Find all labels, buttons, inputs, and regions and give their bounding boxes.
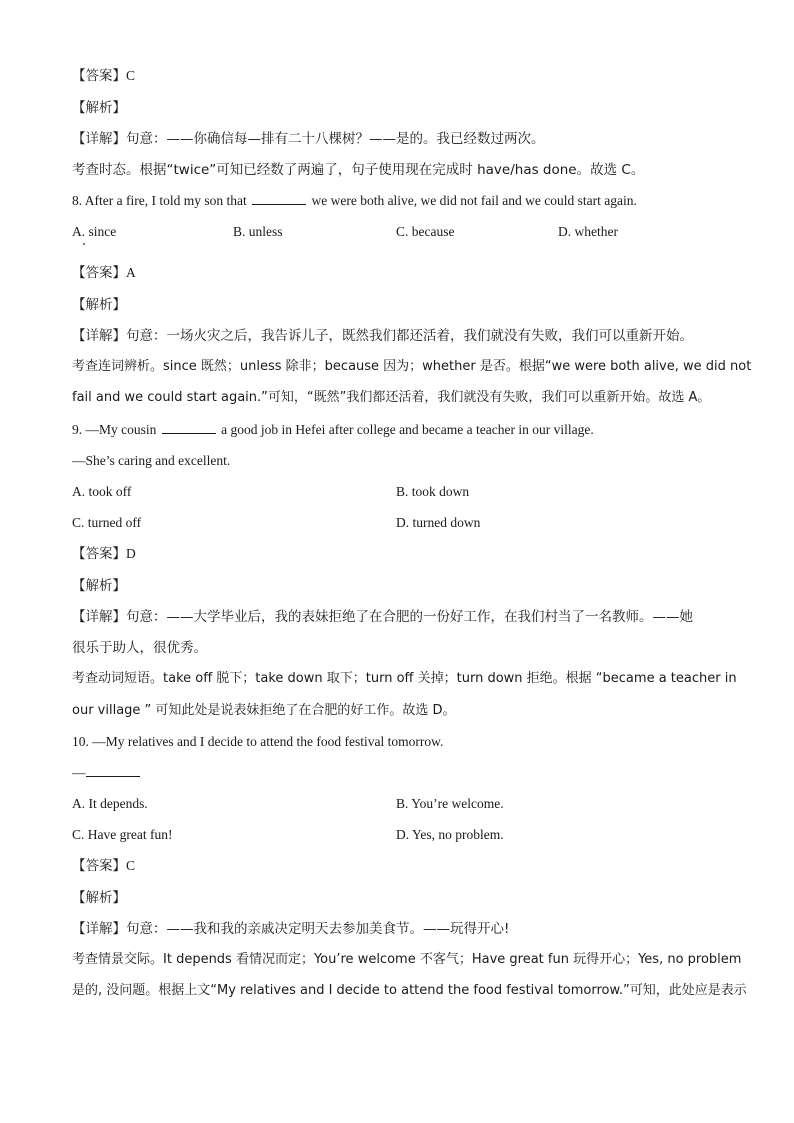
answer-value: D (126, 546, 136, 561)
q8-exam-line-2: fail and we could start again.”可知，“既然”我们都还活着，我们就没有失败，我们可以重新开始。故选 A。 (72, 390, 711, 405)
q10-analysis-tag (72, 889, 126, 907)
detail-tag: 【详解】 (72, 328, 126, 344)
q7-exam-text: 考查时态。根据“twice”可知已经数了两遍了，句子使用现在完成时 have/has done。故选 C。 (72, 162, 645, 178)
q9-detail-line-2: 很乐于助人，很优秀。 (72, 640, 207, 656)
answer-value: C (126, 68, 136, 83)
q10-exam-line-2: 是的, 没问题。根据上文“My relatives and I decide to attend the food festival tomorrow.”可知，此处应是表示 (72, 983, 747, 998)
q9-option-d: D. turned down (396, 515, 481, 530)
analysis-tag: 【解析】 (72, 578, 126, 594)
q7-detail (72, 130, 545, 148)
detail-tag: 【详解】 (72, 921, 126, 937)
q10-answer (72, 857, 135, 875)
detail-text: 句意：——大学毕业后，我的表妹拒绝了在合肥的一份好工作，在我们村当了一名教师。——她 (126, 609, 693, 625)
q10-exam-line-1: 考查情景交际。It depends 看情况而定；You’re welcome 不客气；Have great fun 玩得开心；Yes, no problem (72, 952, 742, 967)
answer-tag: 【答案】 (72, 265, 126, 281)
answer-blank (252, 192, 306, 205)
stem-post: we were both alive, we did not fail and we could start again. (311, 193, 637, 208)
q10-reply (72, 764, 140, 782)
detail-text: 句意：——你确信每—排有二十八棵树？——是的。我已经数过两次。 (126, 131, 545, 147)
detail-tag: 【详解】 (72, 131, 126, 147)
q10-option-a: A. It depends. (72, 796, 148, 811)
q7-analysis-tag (72, 99, 126, 117)
q8-option-c: C. because (396, 224, 455, 239)
stem-post: a good job in Hefei after college and became a teacher in our village. (221, 422, 594, 437)
q9-analysis-tag (72, 577, 126, 595)
q9-answer (72, 545, 136, 563)
detail-text: 句意：一场火灾之后，我告诉儿子，既然我们都还活着，我们就没有失败，我们可以重新开始。 (126, 328, 693, 344)
q8-option-a: A. since (72, 224, 117, 239)
answer-blank (86, 764, 140, 777)
q10-option-d: D. Yes, no problem. (396, 827, 504, 842)
q9-option-b: B. took down (396, 484, 470, 499)
q7-answer (72, 67, 135, 85)
answer-tag: 【答案】 (72, 546, 126, 562)
q8-option-b: B. unless (233, 224, 283, 239)
answer-value: A (126, 265, 136, 280)
q8-option-d: D. whether (558, 224, 618, 239)
analysis-tag: 【解析】 (72, 297, 126, 313)
q9-option-c: C. turned off (72, 515, 142, 530)
q9-exam-line-1: 考查动词短语。take off 脱下；take down 取下；turn off 关掉；turn down 拒绝。根据 “became a teacher in (72, 671, 737, 686)
q9-stem (72, 421, 594, 439)
q8-stem (72, 192, 637, 210)
detail-tag: 【详解】 (72, 609, 126, 625)
stem-pre: 8. After a fire, I told my son that (72, 193, 247, 208)
q9-exam-line-2: our village ” 可知此处是说表妹拒绝了在合肥的好工作。故选 D。 (72, 703, 456, 718)
q10-detail (72, 920, 509, 938)
q9-detail-line-1 (72, 608, 693, 626)
answer-value: C (126, 858, 136, 873)
q9-reply: —She’s caring and excellent. (72, 453, 231, 468)
detail-text: 句意：——我和我的亲戚决定明天去参加美食节。——玩得开心! (126, 921, 510, 937)
q8-exam-line-1: 考查连词辨析。since 既然；unless 除非；because 因为；whether 是否。根据“we were both alive, we did not (72, 359, 752, 374)
q9-option-a: A. took off (72, 484, 132, 499)
q10-stem: 10. —My relatives and I decide to attend the food festival tomorrow. (72, 734, 444, 749)
q10-option-b: B. You’re welcome. (396, 796, 504, 811)
answer-blank (162, 421, 216, 434)
reply-prefix: — (72, 765, 86, 780)
stray-dot (83, 243, 85, 245)
analysis-tag: 【解析】 (72, 890, 126, 906)
answer-tag: 【答案】 (72, 858, 126, 874)
answer-tag: 【答案】 (72, 68, 126, 84)
q8-analysis-tag (72, 296, 126, 314)
analysis-tag: 【解析】 (72, 100, 126, 116)
q8-detail (72, 327, 693, 345)
q8-answer (72, 264, 136, 282)
stem-pre: 9. —My cousin (72, 422, 157, 437)
q10-option-c: C. Have great fun! (72, 827, 173, 842)
